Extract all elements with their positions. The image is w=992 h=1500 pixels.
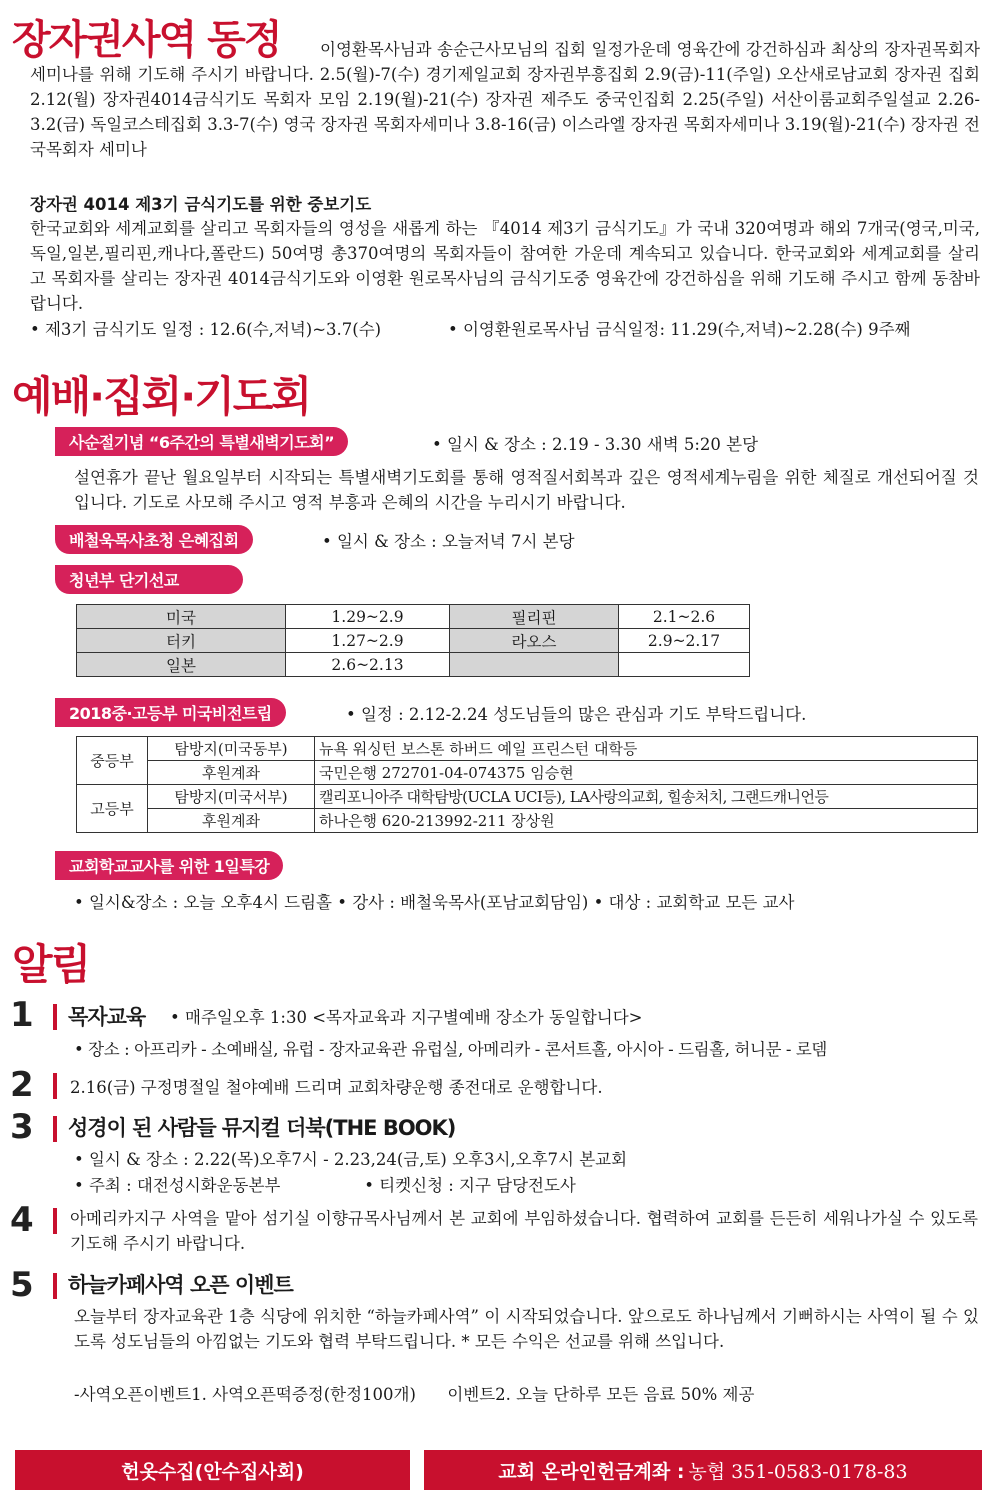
table-cell: 라오스 [450,629,619,653]
table-cell: 탐방지(미국동부) [148,737,315,761]
table-row [77,629,750,653]
prayer-heading: 장자권 4014 제3기 금식기도를 위한 중보기도 [30,195,372,214]
vision-trip-table [76,736,978,833]
pill-vision-trip: 2018중·고등부 미국비전트립 [55,698,286,727]
table-cell: 일본 [77,653,286,677]
bullet-icon: • [322,532,337,551]
notice-number: 5 [10,1265,34,1305]
notice-divider [53,1073,57,1099]
table-cell [450,653,619,677]
bullet-icon: • [74,893,89,912]
ministry-title: 장자권사역 동정 [12,17,281,63]
schedule-1 [30,316,381,340]
table-row [77,737,978,761]
notice-sub: 2.16(금) 구정명절일 철야예배 드리며 교회차량운행 종전대로 운행합니다. [70,1078,603,1097]
item1-desc: 설연휴가 끝난 월요일부터 시작되는 특별새벽기도회를 통해 영적질서회복과 깊은 영적세계누림을 위한 체질로 개선되어질 것입니다. 기도로 사모해 주시고 영적 부흥과 은혜의 시간을 누리시기 바랍니다. [74,468,979,512]
notice-line: -사역오픈이벤트1. 사역오픈떡증정(한정100개) 이벤트2. 오늘 단하루 모든 음료 50% 제공 [74,1385,755,1404]
notice-number: 1 [10,995,34,1035]
notice-title: 성경이 된 사람들 뮤지컬 더북(THE BOOK) [68,1116,456,1140]
table-row [77,785,978,809]
notice-divider [53,1273,57,1299]
notice-number: 3 [10,1107,34,1147]
notice-divider [53,1208,57,1234]
notice-sub: • 매주일오후 1:30 <목자교육과 지구별예배 장소가 동일합니다> [170,1008,643,1027]
item2-info [322,528,575,552]
table-cell: 1.29~2.9 [286,605,450,629]
notice-title: 하늘카페사역 오픈 이벤트 [68,1273,293,1297]
table-cell: 후원계좌 [148,761,315,785]
notices-title: 알림 [12,940,90,989]
bullet-icon: • [346,705,361,724]
notice-sub: 아메리카지구 사역을 맡아 섬기실 이향규목사님께서 본 교회에 부임하셨습니다. 협력하여 교회를 든든히 세워나가실 수 있도록 기도해 주시기 바랍니다. [70,1209,978,1253]
table-cell [619,653,750,677]
prayer-text: 한국교회와 세계교회를 살리고 목회자들의 영성을 새롭게 하는 『4014 제3기 금식기도』가 국내 320여명과 해외 7개국(영국,미국,독일,일본,필리핀,캐나다,폴란드) 50여명 총370여명의 목회자들이 참여한 가운데 계속되고 있습니다. 한국교회와 세계교회를 살리고 목회자를 살리는 장자권 4014금식기도와 이영환 원로목사님의 금식기도중 영육간에 강건하심을 위해 기도해 주시고 함께 동참바랍니다. [30,219,980,313]
table-row [77,761,978,785]
notice-divider [53,1004,57,1030]
bullet-icon: • [432,435,447,454]
group-name: 중등부 [77,737,148,785]
table-cell: 하나은행 620-213992-211 장상원 [315,809,978,833]
notice-title: 목자교육 [68,1005,146,1029]
bullet-icon: • [448,320,463,339]
pill-special-dawn-prayer: 사순절기념 “6주간의 특별새벽기도회” [55,427,348,456]
notice-line: • 장소 : 아프리카 - 소예배실, 유럽 - 장자교육관 유럽실, 아메리카 - 콘서트홀, 아시아 - 드림홀, 허니문 - 로뎀 [74,1040,827,1059]
item5-info [74,889,794,913]
footer-offering-account: 농협 351-0583-0178-83 [688,1460,908,1483]
footer-clothes-collection: 헌옷수집(안수집사회) [15,1450,410,1490]
table-cell: 2.6~2.13 [286,653,450,677]
pill-grace-meeting: 배철욱목사초청 은혜집회 [55,525,253,554]
pill-teacher-lecture: 교회학교교사를 위한 1일특강 [55,851,283,880]
table-row [77,653,750,677]
notice-divider [53,1116,57,1142]
footer-online-offering [424,1450,982,1490]
table-row [77,605,750,629]
table-row [77,809,978,833]
ministry-intro [30,37,980,162]
notice-number: 4 [10,1200,34,1240]
item4-info [346,701,806,725]
table-cell: 2.1~2.6 [619,605,750,629]
table-cell: 미국 [77,605,286,629]
bullet-icon: • [30,320,45,339]
table-cell: 필리핀 [450,605,619,629]
schedule-2 [448,316,910,340]
table-cell: 2.9~2.17 [619,629,750,653]
item4-info-text: 일정 : 2.12-2.24 성도님들의 많은 관심과 기도 부탁드립니다. [360,705,807,724]
ministry-intro-text: 이영환목사님과 송순근사모님의 집회 일정가운데 영육간에 강건하심과 최상의 장자권목회자세미나를 위해 기도해 주시기 바랍니다. 2.5(월)-7(수) 경기제일교회 장자권부흥집회 2.9(금)-11(주일) 오산새로남교회 장자권 집회 2.12(월) 장자권4014금식기도 목회자 모임 2.19(월)-21(수) 장자권 제주도 중국인집회 2.25(주일) 서산이룸교회주일설교 2.26-3.2(금) 독일코스테집회 3.3-7(수) 영국 장자권 목회자세미나 3.8-16(금) 이스라엘 장자권 목회자세미나 3.19(월)-21(수) 장자권 전국목회자 세미나 [30,40,980,159]
youth-mission-table [76,604,750,677]
notice-line: 오늘부터 장자교육관 1층 식당에 위치한 “하늘카페사역” 이 시작되었습니다. 앞으로도 하나님께서 기뻐하시는 사역이 될 수 있도록 성도님들의 아낌없는 기도와 협력 부탁드립니다. * 모든 수익은 선교를 위해 쓰입니다. [74,1307,979,1351]
item1-info-text: 일시 & 장소 : 2.19 - 3.30 새벽 5:20 본당 [446,435,759,454]
table-cell: 1.27~2.9 [286,629,450,653]
item1-info [432,431,758,455]
table-cell: 탐방지(미국서부) [148,785,315,809]
schedule-1-text: 제3기 금식기도 일정 : 12.6(수,저녁)~3.7(수) [44,320,382,339]
table-cell: 국민은행 272701-04-074375 임승현 [315,761,978,785]
pill-youth-mission: 청년부 단기선교 [55,565,243,594]
notice-line: • 주최 : 대전성시화운동본부 • 티켓신청 : 지구 담당전도사 [74,1176,576,1195]
notice-line: • 일시 & 장소 : 2.22(목)오후7시 - 2.23,24(금,토) 오후3시,오후7시 본교회 [74,1150,628,1169]
footer-offering-label: 교회 온라인헌금계좌 : [498,1460,685,1483]
schedule-2-text: 이영환원로목사님 금식일정: 11.29(수,저녁)~2.28(수) 9주째 [462,320,911,339]
item5-info-text: 일시&장소 : 오늘 오후4시 드림홀 • 강사 : 배철욱목사(포남교회담임) • 대상 : 교회학교 모든 교사 [88,893,795,912]
notice-number: 2 [10,1065,34,1105]
item2-info-text: 일시 & 장소 : 오늘저녁 7시 본당 [336,532,575,551]
table-cell: 후원계좌 [148,809,315,833]
table-cell: 터키 [77,629,286,653]
table-cell: 캘리포니아주 대학탐방(UCLA UCI등), LA사랑의교회, 힐송처치, 그랜드캐니언등 [315,785,978,809]
group-name: 고등부 [77,785,148,833]
table-cell: 뉴욕 워싱턴 보스톤 하버드 예일 프린스턴 대학등 [315,737,978,761]
worship-title: 예배·집회·기도회 [12,372,310,421]
